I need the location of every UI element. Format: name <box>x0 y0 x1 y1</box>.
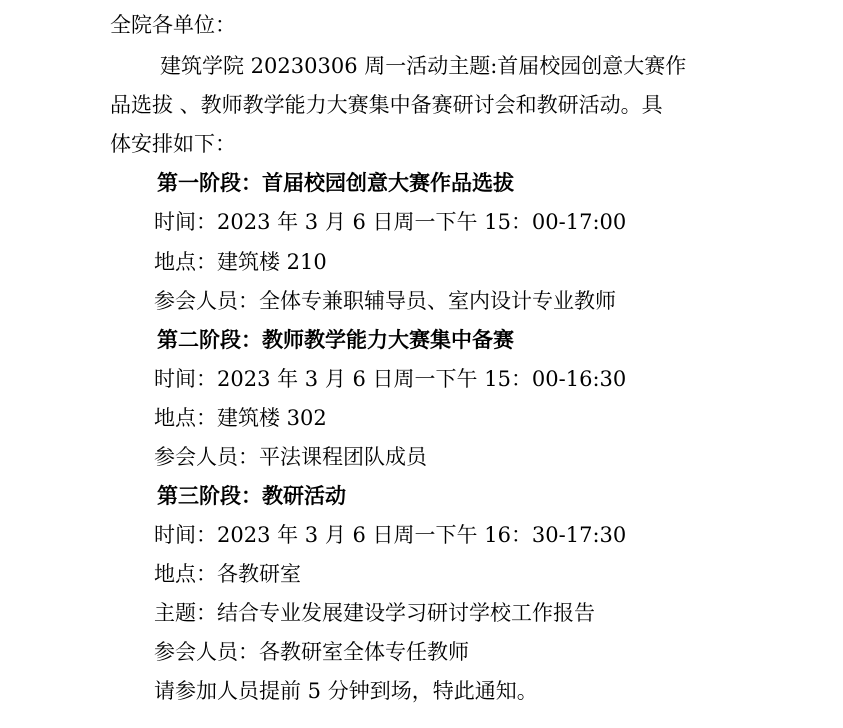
closing-note: 请参加人员提前 5 分钟到场，特此通知。 <box>154 679 538 703</box>
stage3-topic: 主题：结合专业发展建设学习研讨学校工作报告 <box>154 601 595 625</box>
salutation: 全院各单位： <box>110 13 236 37</box>
intro-line-3: 体安排如下： <box>110 132 236 156</box>
stage3-heading: 第三阶段：教研活动 <box>157 483 346 508</box>
stage2-place: 地点：建筑楼 302 <box>154 406 327 430</box>
stage3-place: 地点：各教研室 <box>154 562 301 586</box>
stage1-heading: 第一阶段：首届校园创意大赛作品选拔 <box>157 170 514 195</box>
stage1-time: 时间：2023 年 3 月 6 日周一下午 15：00-17:00 <box>154 210 627 234</box>
stage2-attendees: 参会人员：平法课程团队成员 <box>154 445 427 469</box>
stage1-attendees: 参会人员：全体专兼职辅导员、室内设计专业教师 <box>154 289 616 313</box>
stage2-heading: 第二阶段：教师教学能力大赛集中备赛 <box>157 327 514 352</box>
stage3-time: 时间：2023 年 3 月 6 日周一下午 16：30-17:30 <box>154 523 627 547</box>
stage2-time: 时间：2023 年 3 月 6 日周一下午 15：00-16:30 <box>154 367 627 391</box>
intro-line-1: 建筑学院 20230306 周一活动主题:首届校园创意大赛作 <box>160 54 687 78</box>
stage3-attendees: 参会人员：各教研室全体专任教师 <box>154 640 469 664</box>
stage1-place: 地点：建筑楼 210 <box>154 250 327 274</box>
intro-line-2: 品选拔 、教师教学能力大赛集中备赛研讨会和教研活动。具 <box>110 93 663 117</box>
